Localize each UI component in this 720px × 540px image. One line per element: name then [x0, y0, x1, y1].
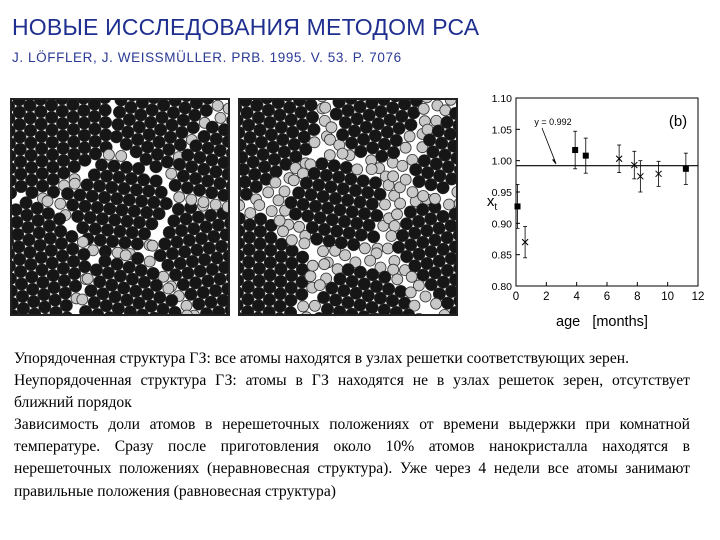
- grain-atom: [25, 161, 38, 174]
- grain-atom: [286, 257, 299, 270]
- grain-atom: [35, 130, 48, 143]
- boundary-atom: [319, 259, 330, 270]
- grain-atom: [305, 100, 318, 111]
- grain-atom: [369, 177, 382, 190]
- disordered-atoms-svg: [240, 100, 456, 314]
- grain-atom: [163, 143, 176, 156]
- grain-atom: [445, 252, 456, 265]
- grain-atom: [357, 175, 370, 188]
- y-tick-label: 0.95: [491, 187, 512, 199]
- grain-atom: [264, 244, 277, 257]
- grain-atom: [243, 231, 256, 244]
- grain-atom: [54, 225, 67, 238]
- boundary-atom: [215, 112, 226, 123]
- boundary-atom: [454, 198, 456, 209]
- boundary-atom: [42, 196, 53, 207]
- grain-atom: [169, 306, 182, 314]
- boundary-atom: [120, 250, 131, 261]
- boundary-atom: [274, 215, 285, 226]
- grain-atom: [306, 111, 319, 124]
- boundary-atom: [389, 221, 400, 232]
- boundary-atom: [431, 115, 442, 126]
- grain-atom: [253, 275, 266, 288]
- grain-atom: [265, 232, 278, 245]
- grain-atom: [274, 288, 287, 301]
- boundary-atom: [382, 243, 393, 254]
- boundary-atom: [366, 164, 377, 175]
- grain-atom: [68, 160, 81, 173]
- boundary-atom: [397, 160, 408, 171]
- boundary-atom: [407, 187, 418, 198]
- boundary-atom: [405, 287, 416, 298]
- boundary-atom: [198, 197, 209, 208]
- boundary-atom: [414, 313, 425, 314]
- boundary-atom: [240, 200, 245, 211]
- grain-atom: [78, 248, 91, 261]
- grain-atom: [254, 238, 267, 251]
- grain-atom: [150, 160, 163, 173]
- boundary-atom: [77, 237, 88, 248]
- grain-atom: [56, 105, 69, 118]
- boundary-atom: [77, 294, 88, 305]
- boundary-atom: [286, 235, 297, 246]
- boundary-atom: [163, 283, 174, 294]
- x-tick-label: 10: [661, 291, 675, 303]
- boundary-atom: [186, 194, 197, 205]
- grain-atom: [36, 155, 49, 168]
- reference-line-label: y = 0.992: [534, 117, 572, 127]
- grain-atom: [150, 175, 163, 188]
- grain-atom: [285, 294, 298, 307]
- grain-atom: [393, 122, 406, 135]
- grain-atom: [57, 142, 70, 155]
- grain-atom: [253, 287, 266, 300]
- boundary-atom: [337, 148, 348, 159]
- grain-atom: [47, 173, 60, 186]
- grain-atom: [45, 111, 58, 124]
- ordered-boundary-structure-image: [10, 98, 230, 316]
- boundary-atom: [298, 301, 309, 312]
- grain-atom: [35, 143, 48, 156]
- description-ordered: Упорядоченная структура ГЗ: все атомы находятся в узлах решетки соответствующих зерен.: [14, 350, 630, 367]
- grain-atom: [254, 225, 267, 238]
- grain-atom: [99, 104, 112, 117]
- grain-atom: [378, 304, 391, 314]
- grain-atom: [14, 143, 27, 156]
- grain-atom: [53, 213, 66, 226]
- grain-atom: [85, 284, 98, 297]
- grain-atom: [218, 189, 229, 202]
- x-tick-label: 8: [634, 291, 641, 303]
- boundary-atom: [263, 187, 274, 198]
- boundary-atom: [317, 100, 328, 102]
- grain-atom: [254, 213, 267, 226]
- grain-atom: [242, 268, 255, 281]
- boundary-atom: [309, 300, 320, 311]
- grain-atom: [46, 149, 59, 162]
- boundary-atom: [314, 280, 325, 291]
- grain-atom: [67, 123, 80, 136]
- boundary-atom: [352, 164, 363, 175]
- grain-atom: [137, 174, 150, 187]
- boundary-atom: [422, 124, 433, 135]
- boundary-atom: [279, 186, 290, 197]
- data-point-square: [683, 166, 689, 172]
- x-tick-label: 4: [573, 291, 580, 303]
- x-tick-label: 0: [512, 291, 520, 303]
- grain-atom: [243, 219, 256, 232]
- grain-atom: [108, 160, 121, 173]
- grain-atom: [57, 130, 70, 143]
- boundary-atom: [166, 168, 177, 179]
- boundary-atom: [174, 192, 185, 203]
- grain-atom: [296, 251, 309, 264]
- boundary-atom: [392, 274, 403, 285]
- y-axis-label: $x_t$: [486, 193, 498, 213]
- grain-atom: [79, 260, 92, 273]
- boundary-atom: [309, 137, 320, 148]
- grain-atom: [176, 126, 189, 139]
- ordered-atoms-svg: [12, 100, 228, 314]
- boundary-atom: [103, 149, 114, 160]
- boundary-atom: [431, 298, 442, 309]
- grain-atom: [68, 136, 81, 149]
- boundary-atom: [147, 240, 158, 251]
- boundary-atom: [116, 151, 127, 162]
- grain-atom: [161, 156, 174, 169]
- grain-atom: [36, 167, 49, 180]
- boundary-atom: [245, 208, 256, 219]
- chart-panel-label: (b): [668, 113, 688, 130]
- grain-atom: [47, 161, 60, 174]
- grain-atom: [46, 136, 59, 149]
- grain-atom: [240, 100, 252, 107]
- grain-atom: [355, 145, 368, 158]
- boundary-atom: [400, 142, 411, 153]
- grain-atom: [445, 220, 456, 233]
- grain-atom: [263, 294, 276, 307]
- grain-atom: [78, 104, 91, 117]
- grain-atom: [60, 299, 73, 312]
- grain-atom: [35, 118, 48, 131]
- grain-atom: [25, 174, 38, 187]
- grain-atom: [296, 288, 309, 301]
- boundary-atom: [392, 209, 403, 220]
- boundary-atom: [395, 198, 406, 209]
- grain-atom: [95, 159, 108, 172]
- boundary-atom: [307, 260, 318, 271]
- description-disordered: Неупорядоченная структура ГЗ: атомы в ГЗ находятся не в узлах решеток зерен, отсутствует ближний порядок: [14, 372, 690, 412]
- grain-atom: [25, 149, 38, 162]
- slide-title: НОВЫЕ ИССЛЕДОВАНИЯ МЕТОДОМ РСА: [12, 14, 480, 40]
- grain-atom: [155, 186, 168, 199]
- reference-citation: J. LÖFFLER, J. WEISSMÜLLER. PRB. 1995. V. 53. P. 7076: [12, 50, 402, 65]
- grain-atom: [160, 197, 173, 210]
- grain-atom: [445, 285, 456, 298]
- y-tick-label: 1.00: [491, 155, 512, 168]
- boundary-atom: [340, 250, 351, 261]
- x-axis-label: age [months]: [556, 314, 648, 330]
- x-tick-label: 6: [603, 291, 611, 303]
- grain-atom: [36, 180, 49, 193]
- grain-atom: [405, 119, 418, 132]
- grain-atom: [67, 100, 80, 111]
- grain-atom: [90, 264, 103, 277]
- grain-atom: [15, 168, 28, 181]
- grain-atom: [25, 137, 38, 150]
- grain-atom: [45, 100, 58, 112]
- boundary-atom: [418, 103, 429, 114]
- grain-atom: [69, 280, 82, 293]
- grain-atom: [242, 293, 255, 306]
- data-point-square: [515, 203, 521, 209]
- y-tick-label: 0.85: [491, 249, 512, 262]
- grain-atom: [112, 303, 125, 315]
- grain-atom: [444, 128, 456, 141]
- boundary-atom: [55, 198, 66, 209]
- boundary-atom: [82, 273, 93, 284]
- grain-atom: [242, 281, 255, 294]
- boundary-atom: [445, 100, 456, 105]
- grain-atom: [57, 154, 70, 167]
- boundary-atom: [270, 177, 281, 188]
- grain-atom: [263, 281, 276, 294]
- grain-atom: [285, 269, 298, 282]
- reference-arrow: [542, 128, 556, 164]
- grain-atom: [275, 263, 288, 276]
- grain-atom: [89, 135, 102, 148]
- boundary-atom: [299, 238, 310, 249]
- grain-atom: [308, 123, 321, 136]
- grain-atom: [79, 154, 92, 167]
- grain-atom: [89, 123, 102, 136]
- grain-atom: [445, 173, 456, 186]
- boundary-atom: [452, 186, 456, 197]
- boundary-atom: [365, 255, 376, 266]
- grain-atom: [253, 250, 266, 263]
- grain-atom: [367, 231, 380, 244]
- data-point-square: [583, 153, 589, 159]
- description-time-dependence: Зависимость доли атомов в нерешеточных положениях от времени выдержки при комнатной температуре. Сразу после приготовления около 10% атомов нанокристалла находятся в нерешеточных положениях (неравновесная структура). Уже через 4 недели все атомы занимают правильные положения (равновесная структура): [14, 416, 690, 500]
- grain-atom: [340, 161, 353, 174]
- grain-atom: [66, 230, 79, 243]
- boundary-atom: [69, 178, 80, 189]
- boundary-atom: [266, 206, 277, 217]
- grain-atom: [200, 104, 213, 117]
- grain-atom: [31, 202, 44, 215]
- grain-atom: [217, 294, 228, 307]
- grain-atom: [264, 256, 277, 269]
- boundary-atom: [223, 103, 228, 114]
- grain-atom: [328, 159, 341, 172]
- x-tick-label: 2: [543, 291, 550, 303]
- grain-atom: [206, 121, 219, 134]
- grain-atom: [24, 112, 37, 125]
- grain-atom: [61, 187, 74, 200]
- grain-atom: [274, 300, 287, 313]
- grain-atom: [24, 124, 37, 137]
- boundary-atom: [421, 100, 432, 103]
- boundary-atom: [388, 171, 399, 182]
- grain-atom: [78, 142, 91, 155]
- boundary-atom: [144, 256, 155, 267]
- boundary-atom: [418, 191, 429, 202]
- y-tick-label: 1.10: [491, 93, 512, 105]
- grain-atom: [67, 111, 80, 124]
- grain-atom: [14, 156, 27, 169]
- boundary-atom: [430, 193, 441, 204]
- grain-atom: [371, 209, 384, 222]
- grain-atom: [274, 275, 287, 288]
- grain-atom: [99, 116, 112, 129]
- grain-atom: [88, 110, 101, 123]
- lattice-fraction-chart: [462, 88, 714, 334]
- boundary-atom: [420, 291, 431, 302]
- boundary-atom: [320, 102, 331, 113]
- data-point-square: [572, 147, 578, 153]
- grain-atom: [13, 118, 26, 131]
- grain-atom: [46, 124, 59, 137]
- grain-atom: [120, 161, 133, 174]
- boundary-atom: [359, 243, 370, 254]
- boundary-atom: [439, 310, 450, 315]
- disordered-boundary-structure-image: [238, 98, 458, 316]
- grain-atom: [252, 299, 265, 312]
- grain-atom: [66, 243, 79, 256]
- grain-atom: [376, 150, 389, 163]
- boundary-atom: [386, 231, 397, 242]
- description-text: [14, 348, 690, 503]
- grain-atom: [157, 303, 170, 314]
- grain-atom: [285, 282, 298, 295]
- boundary-atom: [404, 131, 415, 142]
- grain-atom: [132, 162, 145, 175]
- grain-atom: [243, 256, 256, 269]
- boundary-atom: [288, 175, 299, 186]
- boundary-atom: [210, 199, 221, 210]
- grain-atom: [187, 121, 200, 134]
- grain-atom: [251, 100, 264, 112]
- boundary-atom: [400, 174, 411, 185]
- grain-atom: [20, 197, 33, 210]
- y-tick-label: 0.80: [491, 281, 512, 293]
- boundary-atom: [324, 150, 335, 161]
- boundary-atom: [278, 226, 289, 237]
- boundary-atom: [212, 100, 223, 111]
- grain-atom: [42, 207, 55, 220]
- grain-atom: [253, 262, 266, 275]
- grain-atom: [24, 100, 37, 112]
- grain-atom: [56, 117, 69, 130]
- boundary-atom: [254, 200, 265, 211]
- grain-atom: [14, 131, 27, 144]
- grain-atom: [264, 269, 277, 282]
- grain-atom: [89, 148, 102, 161]
- grain-atom: [243, 243, 256, 256]
- grain-atom: [35, 105, 48, 118]
- grain-atom: [15, 180, 28, 193]
- grain-atom: [387, 146, 400, 159]
- y-tick-label: 1.05: [491, 124, 512, 137]
- grain-atom: [321, 303, 334, 314]
- boundary-atom: [305, 271, 316, 282]
- y-tick-label: 0.90: [491, 218, 512, 231]
- x-tick-label: 12: [691, 291, 705, 303]
- boundary-atom: [318, 246, 329, 257]
- grain-atom: [189, 109, 202, 122]
- grain-atom: [174, 139, 187, 152]
- boundary-atom: [326, 122, 337, 133]
- boundary-atom: [380, 199, 391, 210]
- grain-atom: [275, 250, 288, 263]
